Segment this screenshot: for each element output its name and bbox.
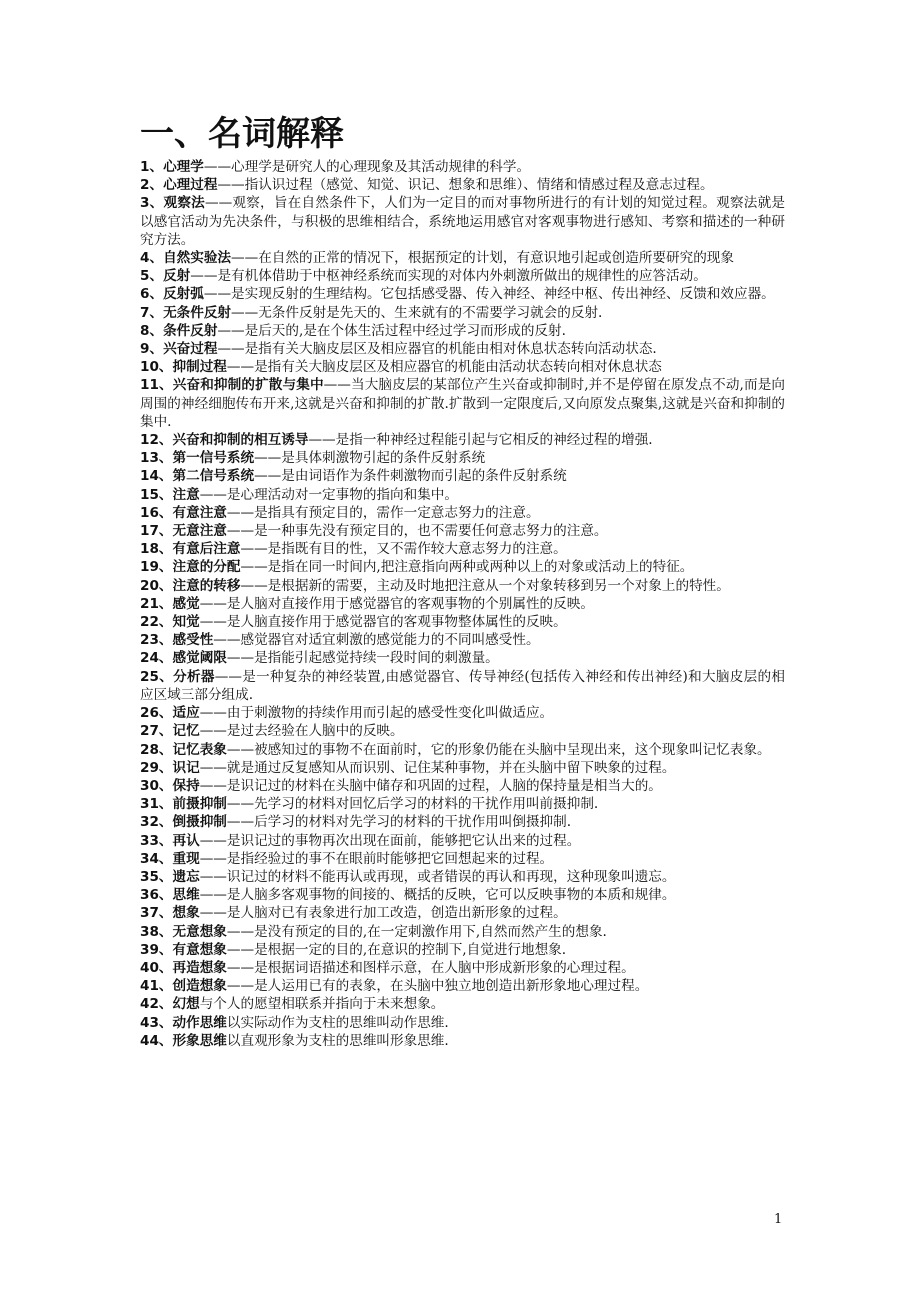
term-item xyxy=(140,158,785,176)
term-number: 2、 xyxy=(140,177,164,194)
term-definition: ——是根据新的需要，主动及时地把注意从一个对象转移到另一个对象上的特性。 xyxy=(240,577,730,594)
term-title: 抑制过程 xyxy=(172,359,227,376)
term-definition: ——心理学是研究人的心理现象及其活动规律的科学。 xyxy=(203,159,531,175)
term-definition: ——是人脑直接作用于感觉器官的客观事物整体属性的反映。 xyxy=(199,614,567,631)
term-title: 有意注意 xyxy=(172,504,227,521)
term-title: 自然实验法 xyxy=(163,250,232,267)
term-item xyxy=(140,850,785,868)
term-item xyxy=(140,194,785,249)
term-definition: ——是指一种神经过程能引起与它相反的神经过程的增强. xyxy=(308,432,653,449)
term-number: 8、 xyxy=(140,322,164,339)
term-number: 13、 xyxy=(140,450,173,467)
term-number: 7、 xyxy=(140,304,164,321)
term-definition: ——观察，旨在自然条件下，人们为一定目的而对事物所进行的有计划的知觉过程。观察法就是以感官活动为先决条件，与积极的思维相结合，系统地运用感官对客观事物进行感知、考察和描述的一种研究方法。 xyxy=(140,195,786,248)
term-title: 无意注意 xyxy=(172,523,227,540)
term-definition: ——是指在同一时间内,把注意指向两种或两种以上的对象或活动上的特征。 xyxy=(240,559,694,576)
term-number: 39、 xyxy=(140,941,173,958)
term-title: 感觉 xyxy=(172,595,200,612)
term-definition: ——是人脑对已有表象进行加工改造，创造出新形象的过程。 xyxy=(199,905,567,922)
term-number: 33、 xyxy=(140,832,173,849)
term-title: 再造想象 xyxy=(172,959,227,976)
term-definition: ——被感知过的事物不在面前时，它的形象仍能在头脑中呈现出来，这个现象叫记忆表象。 xyxy=(226,741,771,758)
term-number: 6、 xyxy=(140,286,164,303)
term-definition: ——由于刺激物的持续作用而引起的感受性变化叫做适应。 xyxy=(199,705,554,722)
term-item xyxy=(140,795,785,813)
term-item xyxy=(140,923,785,941)
term-item xyxy=(140,376,785,431)
term-number: 30、 xyxy=(140,777,173,794)
term-number: 5、 xyxy=(140,268,164,285)
term-definition: ——在自然的正常的情况下，根据预定的计划，有意识地引起或创造所要研究的现象 xyxy=(231,250,734,267)
term-definition: ——是指有关大脑皮层区及相应器官的机能由相对休息状态转向活动状态. xyxy=(217,341,657,358)
term-item xyxy=(140,285,785,303)
term-number: 22、 xyxy=(140,614,173,631)
section-heading: 一、名词解释 xyxy=(140,114,344,154)
term-number: 31、 xyxy=(140,796,173,813)
term-title: 识记 xyxy=(172,759,200,776)
term-item xyxy=(140,540,785,558)
term-title: 分析器 xyxy=(173,668,215,685)
term-item xyxy=(140,558,785,576)
term-item xyxy=(140,467,785,485)
term-item xyxy=(140,649,785,667)
term-number: 25、 xyxy=(140,668,174,685)
term-item xyxy=(140,595,785,613)
term-item xyxy=(140,322,785,340)
term-item xyxy=(140,977,785,995)
term-item xyxy=(140,777,785,795)
term-definition: 以实际动作为支柱的思维叫动作思维. xyxy=(226,1014,449,1031)
term-definition: ——识记过的材料不能再认或再现，或者错误的再认和再现，这种现象叫遗忘。 xyxy=(199,868,676,885)
term-item xyxy=(140,832,785,850)
term-item xyxy=(140,1032,785,1050)
term-item xyxy=(140,613,785,631)
term-definition: ——是过去经验在人脑中的反映。 xyxy=(199,723,404,740)
term-title: 无条件反射 xyxy=(163,304,232,321)
term-title: 条件反射 xyxy=(163,322,218,339)
term-title: 思维 xyxy=(172,887,200,904)
term-title: 动作思维 xyxy=(172,1014,227,1031)
term-number: 37、 xyxy=(140,905,173,922)
term-item xyxy=(140,358,785,376)
term-item xyxy=(140,886,785,904)
term-number: 14、 xyxy=(140,468,173,485)
term-title: 无意想象 xyxy=(172,923,227,940)
term-item xyxy=(140,449,785,467)
term-definition: ——是指能引起感觉持续一段时间的刺激量。 xyxy=(226,650,499,667)
term-item xyxy=(140,668,785,704)
term-title: 注意的分配 xyxy=(172,559,241,576)
term-definition: ——是指有关大脑皮层区及相应器官的机能由活动状态转向相对休息状态 xyxy=(226,359,662,376)
term-title: 观察法 xyxy=(163,195,205,212)
term-title: 适应 xyxy=(172,705,200,722)
term-item xyxy=(140,941,785,959)
term-number: 20、 xyxy=(140,577,173,594)
term-item xyxy=(140,631,785,649)
term-title: 反射弧 xyxy=(163,286,204,303)
term-number: 9、 xyxy=(140,341,164,358)
term-number: 43、 xyxy=(140,1014,173,1031)
term-item xyxy=(140,249,785,267)
term-title: 兴奋和抑制的扩散与集中 xyxy=(172,377,324,394)
term-number: 15、 xyxy=(140,486,173,503)
term-item xyxy=(140,741,785,759)
term-title: 心理过程 xyxy=(163,177,218,194)
term-title: 创造想象 xyxy=(172,978,227,995)
term-definition: 与个人的愿望相联系并指向于未来想象。 xyxy=(199,996,445,1013)
term-title: 记忆 xyxy=(172,723,200,740)
term-definition: ——是人脑多客观事物的间接的、概括的反映，它可以反映事物的本质和规律。 xyxy=(199,887,676,904)
term-title: 第一信号系统 xyxy=(172,450,255,467)
term-item xyxy=(140,522,785,540)
term-number: 4、 xyxy=(140,250,164,267)
term-number: 34、 xyxy=(140,850,173,867)
term-title: 感受性 xyxy=(172,632,214,649)
term-item xyxy=(140,340,785,358)
term-definition: ——是识记过的事物再次出现在面前，能够把它认出来的过程。 xyxy=(199,832,581,849)
term-definition: ——当大脑皮层的某部位产生兴奋或抑制时,并不是停留在原发点不动,而是向周围的神经细胞传布开来,这就是兴奋和抑制的扩散.扩散到一定限度后,又向原发点聚集,这就是兴奋和抑制的集中. xyxy=(140,377,786,430)
term-item xyxy=(140,959,785,977)
term-title: 反射 xyxy=(163,268,191,285)
term-definition: ——是指具有预定目的，需作一定意志努力的注意。 xyxy=(226,504,540,521)
term-title: 知觉 xyxy=(172,614,200,631)
term-number: 12、 xyxy=(140,432,173,449)
term-title: 再认 xyxy=(172,832,200,849)
term-number: 3、 xyxy=(140,195,164,212)
term-number: 36、 xyxy=(140,887,173,904)
term-title: 遗忘 xyxy=(172,868,200,885)
term-definition: ——是指既有目的性，又不需作较大意志努力的注意。 xyxy=(240,541,567,558)
term-number: 35、 xyxy=(140,868,173,885)
term-title: 有意想象 xyxy=(172,941,227,958)
term-number: 42、 xyxy=(140,996,173,1013)
term-title: 心理学 xyxy=(163,159,204,175)
term-number: 27、 xyxy=(140,723,173,740)
term-number: 29、 xyxy=(140,759,173,776)
term-title: 重现 xyxy=(172,850,200,867)
term-number: 41、 xyxy=(140,978,173,995)
term-definition: ——指认识过程（感觉、知觉、识记、想象和思维）、情绪和情感过程及意志过程。 xyxy=(217,177,714,194)
term-number: 18、 xyxy=(140,541,173,558)
term-title: 倒摄抑制 xyxy=(172,814,227,831)
term-number: 44、 xyxy=(140,1032,173,1049)
term-number: 1、 xyxy=(140,159,164,175)
term-title: 保持 xyxy=(172,777,200,794)
term-definition: ——就是通过反复感知从而识别、记住某种事物，并在头脑中留下映象的过程。 xyxy=(199,759,676,776)
term-number: 38、 xyxy=(140,923,173,940)
term-title: 第二信号系统 xyxy=(172,468,255,485)
term-definition: ——后学习的材料对先学习的材料的干扰作用叫倒摄抑制. xyxy=(226,814,572,831)
term-number: 23、 xyxy=(140,632,173,649)
term-definition: ——是一种复杂的神经装置,由感觉器官、传导神经(包括传入神经和传出神经)和大脑皮层的相应区域三部分组成. xyxy=(140,668,785,703)
term-number: 19、 xyxy=(140,559,173,576)
term-item xyxy=(140,813,785,831)
term-number: 40、 xyxy=(140,959,173,976)
term-title: 幻想 xyxy=(172,996,200,1013)
term-title: 想象 xyxy=(172,905,200,922)
term-list xyxy=(140,158,785,1050)
term-title: 有意后注意 xyxy=(172,541,241,558)
page-number: 1 xyxy=(774,1212,783,1227)
term-definition: ——是由词语作为条件刺激物而引起的条件反射系统 xyxy=(254,468,567,485)
term-title: 前摄抑制 xyxy=(172,796,227,813)
term-item xyxy=(140,486,785,504)
term-definition: ——是根据一定的目的,在意识的控制下,自觉进行地想象. xyxy=(226,941,567,958)
term-definition: ——是人脑对直接作用于感觉器官的客观事物的个别属性的反映。 xyxy=(199,595,594,612)
term-definition: ——先学习的材料对回忆后学习的材料的干扰作用叫前摄抑制. xyxy=(226,796,599,813)
term-item xyxy=(140,1014,785,1032)
term-definition: ——是心理活动对一定事物的指向和集中。 xyxy=(199,486,458,503)
term-definition: ——是人运用已有的表象，在头脑中独立地创造出新形象地心理过程。 xyxy=(226,978,649,995)
term-definition: ——是后天的,是在个体生活过程中经过学习而形成的反射. xyxy=(217,322,566,339)
term-number: 21、 xyxy=(140,595,173,612)
term-number: 26、 xyxy=(140,705,173,722)
term-title: 注意 xyxy=(172,486,200,503)
term-item xyxy=(140,704,785,722)
term-definition: ——是有机体借助于中枢神经系统而实现的对体内外刺激所做出的规律性的应答活动。 xyxy=(190,268,707,285)
term-item xyxy=(140,868,785,886)
term-title: 兴奋和抑制的相互诱导 xyxy=(172,432,309,449)
term-definition: ——是识记过的材料在头脑中储存和巩固的过程，人脑的保持量是相当大的。 xyxy=(199,777,662,794)
document-body xyxy=(140,112,785,1050)
term-item xyxy=(140,904,785,922)
term-number: 10、 xyxy=(140,359,173,376)
term-definition: 以直观形象为支柱的思维叫形象思维. xyxy=(226,1032,449,1049)
term-definition: ——是根据词语描述和图样示意，在人脑中形成新形象的心理过程。 xyxy=(226,959,635,976)
term-title: 形象思维 xyxy=(172,1032,227,1049)
term-item xyxy=(140,722,785,740)
term-title: 注意的转移 xyxy=(172,577,241,594)
term-number: 32、 xyxy=(140,814,173,831)
term-definition: ——是没有预定的目的,在一定刺激作用下,自然而然产生的想象. xyxy=(226,923,607,940)
term-item xyxy=(140,759,785,777)
term-item xyxy=(140,504,785,522)
term-title: 感觉阈限 xyxy=(172,650,227,667)
term-number: 24、 xyxy=(140,650,173,667)
term-item xyxy=(140,431,785,449)
term-definition: ——是具体刺激物引起的条件反射系统 xyxy=(254,450,486,467)
term-number: 11、 xyxy=(140,377,173,394)
term-title: 记忆表象 xyxy=(172,741,227,758)
term-number: 28、 xyxy=(140,741,173,758)
term-definition: ——是指经验过的事不在眼前时能够把它回想起来的过程。 xyxy=(199,850,554,867)
term-definition: ——感觉器官对适宜刺激的感觉能力的不同叫感受性。 xyxy=(213,632,540,649)
term-definition: ——是一种事先没有预定目的，也不需要任何意志努力的注意。 xyxy=(226,523,608,540)
term-number: 17、 xyxy=(140,523,173,540)
term-number: 16、 xyxy=(140,504,173,521)
term-item xyxy=(140,577,785,595)
term-definition: ——无条件反射是先天的、生来就有的不需要学习就会的反射. xyxy=(231,304,603,321)
term-item xyxy=(140,176,785,194)
term-title: 兴奋过程 xyxy=(163,341,218,358)
term-item xyxy=(140,267,785,285)
term-item xyxy=(140,995,785,1013)
term-definition: ——是实现反射的生理结构。它包括感受器、传入神经、神经中枢、传出神经、反馈和效应器。 xyxy=(203,286,775,303)
term-item xyxy=(140,304,785,322)
